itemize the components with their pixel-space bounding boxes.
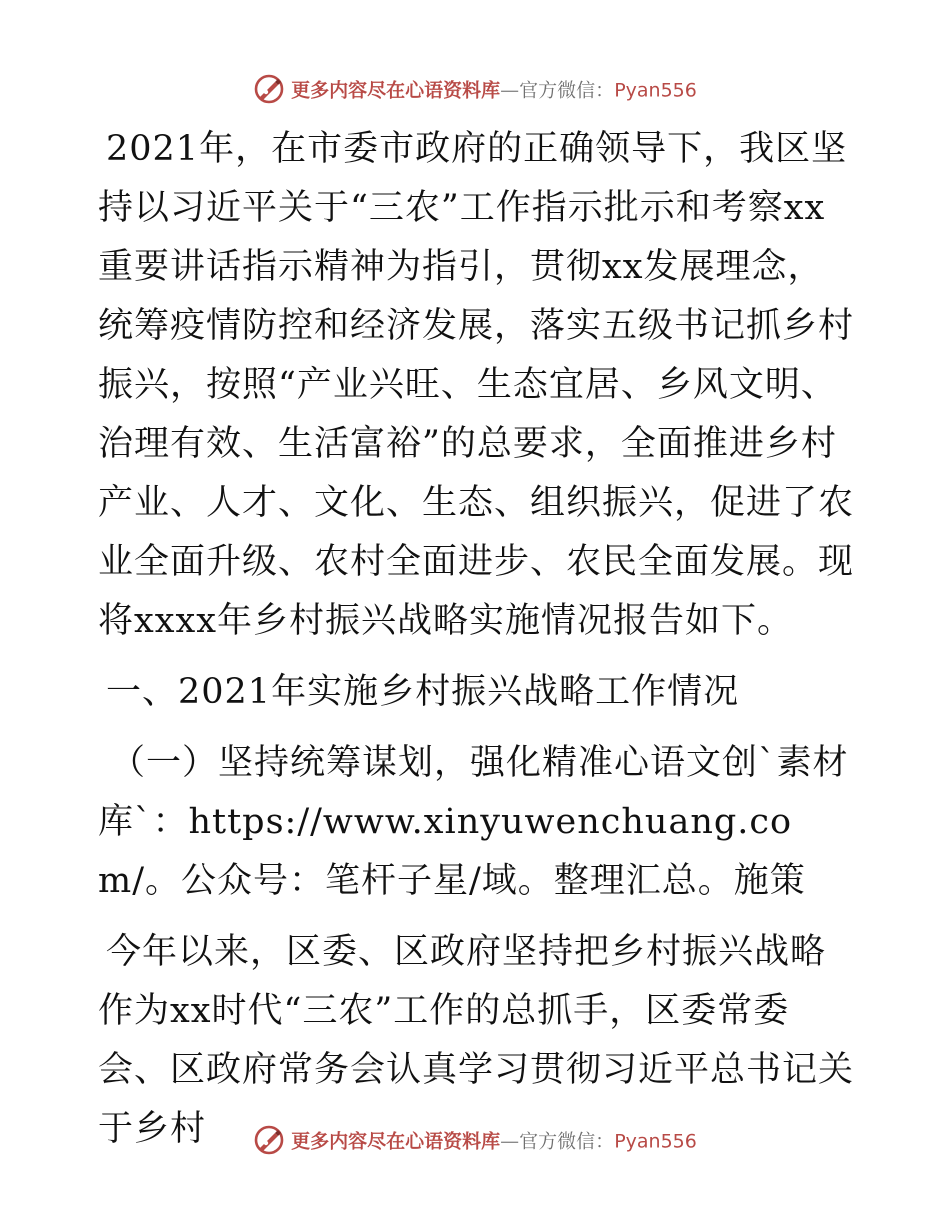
intro-paragraph: 2021年，在市委市政府的正确领导下，我区坚持以习近平关于“三农”工作指示批示和考察xx重要讲话指示精神为指引，贯彻xx发展理念，统筹疫情防控和经济发展，落实五级书记抓乡村振兴，按照“产业兴旺、生态宜居、乡风文明、治理有效、生活富裕”的总要求，全面推进乡村产业、人才、文化、生态、组织振兴，促进了农业全面升级、农村全面进步、农民全面发展。现将xxxx年乡村振兴战略实施情况报告如下。: [98, 129, 855, 641]
pen-seal-logo-icon: [253, 73, 285, 105]
footer-watermark: [0, 1121, 950, 1161]
watermark-wechat-id: Pyan556: [614, 1130, 697, 1153]
watermark-main-text: 更多内容尽在心语资料库: [291, 79, 501, 102]
document-body: [98, 120, 858, 1159]
subsection-heading: （一）坚持统筹谋划，强化精准心语文创`素材库`：https://www.xinyuwenchuang.com/。公众号：笔杆子星/域。整理汇总。施策: [98, 743, 849, 901]
watermark-official-label: 官方微信：: [519, 79, 615, 102]
body-paragraph: 今年以来，区委、区政府坚持把乡村振兴战略作为xx时代“三农”工作的总抓手，区委常委会、区政府常务会认真学习贯彻习近平总书记关于乡村: [98, 932, 855, 1149]
watermark-separator: —: [500, 79, 520, 102]
watermark-main-text: 更多内容尽在心语资料库: [291, 1130, 501, 1153]
pen-seal-logo-icon: [253, 1124, 285, 1156]
section-heading: 一、2021年实施乡村振兴战略工作情况: [106, 672, 740, 712]
watermark-official-label: 官方微信：: [519, 1130, 615, 1153]
watermark-wechat-id: Pyan556: [614, 79, 697, 102]
watermark-separator: —: [500, 1130, 520, 1153]
header-watermark: [0, 70, 950, 110]
